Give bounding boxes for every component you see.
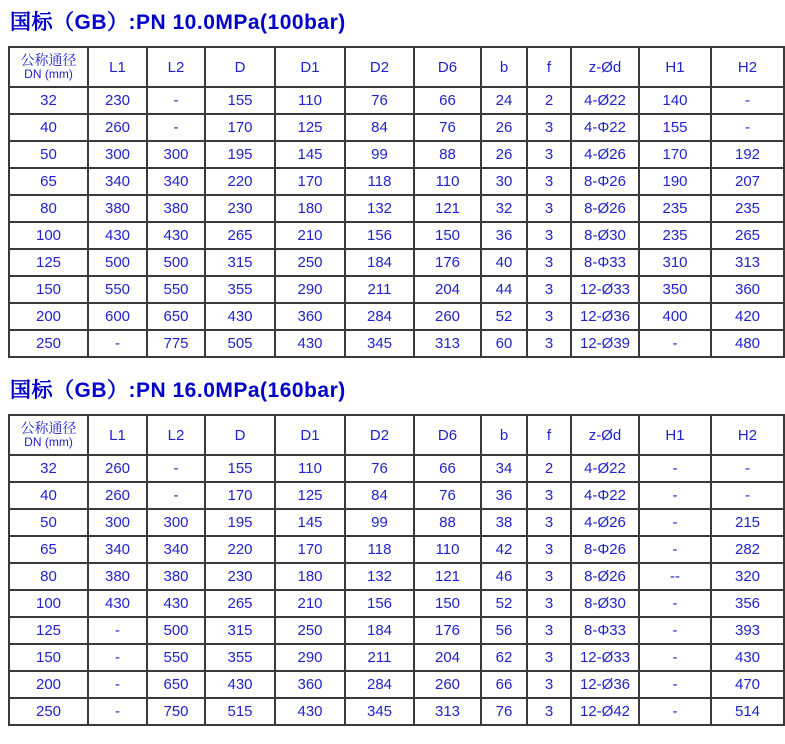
value-cell: 355 [205, 276, 275, 303]
value-cell: - [147, 114, 205, 141]
value-cell: 184 [345, 249, 414, 276]
value-cell: 265 [205, 222, 275, 249]
value-cell: 211 [345, 644, 414, 671]
value-cell: 26 [481, 114, 527, 141]
dn-cell: 32 [9, 87, 88, 114]
value-cell: 313 [414, 698, 481, 725]
dn-header-cell [9, 47, 88, 87]
dn-header-chinese: 公称通径 [20, 420, 77, 437]
value-cell: 66 [414, 87, 481, 114]
value-cell: 430 [205, 671, 275, 698]
table-row [9, 617, 784, 644]
value-cell: 290 [275, 644, 345, 671]
value-cell: 170 [275, 536, 345, 563]
value-cell: - [88, 617, 147, 644]
value-cell: 345 [345, 330, 414, 357]
value-cell: 430 [205, 303, 275, 330]
dn-header-chinese: 公称通径 [20, 52, 77, 69]
value-cell: 230 [88, 87, 147, 114]
value-cell: 155 [205, 455, 275, 482]
header-row [9, 47, 784, 87]
value-cell: 380 [147, 563, 205, 590]
dn-cell: 150 [9, 644, 88, 671]
value-cell: - [711, 455, 784, 482]
value-cell: 215 [711, 509, 784, 536]
value-cell: 430 [88, 590, 147, 617]
value-cell: 118 [345, 168, 414, 195]
value-cell: -- [639, 563, 711, 590]
value-cell: 360 [711, 276, 784, 303]
pn10-table [8, 46, 785, 358]
value-cell: 150 [414, 590, 481, 617]
value-cell: 52 [481, 590, 527, 617]
value-cell: 32 [481, 195, 527, 222]
table-row [9, 330, 784, 357]
value-cell: 99 [345, 141, 414, 168]
column-header: D [205, 415, 275, 455]
value-cell: 775 [147, 330, 205, 357]
value-cell: 8-Φ33 [571, 249, 639, 276]
dn-cell: 100 [9, 222, 88, 249]
value-cell: 600 [88, 303, 147, 330]
value-cell: 320 [711, 563, 784, 590]
value-cell: 300 [88, 141, 147, 168]
table-row [9, 222, 784, 249]
value-cell: - [639, 617, 711, 644]
value-cell: 3 [527, 644, 571, 671]
pn10-table-body [9, 87, 784, 357]
value-cell: 430 [147, 590, 205, 617]
value-cell: 350 [639, 276, 711, 303]
value-cell: 125 [275, 114, 345, 141]
value-cell: 125 [275, 482, 345, 509]
value-cell: - [639, 698, 711, 725]
value-cell: 340 [147, 168, 205, 195]
table-row [9, 698, 784, 725]
value-cell: 400 [639, 303, 711, 330]
table-row [9, 276, 784, 303]
value-cell: 192 [711, 141, 784, 168]
column-header: D1 [275, 415, 345, 455]
table-row [9, 644, 784, 671]
column-header: z-Ød [571, 415, 639, 455]
value-cell: - [639, 590, 711, 617]
dn-cell: 80 [9, 195, 88, 222]
dn-cell: 200 [9, 671, 88, 698]
table-row [9, 455, 784, 482]
value-cell: 250 [275, 249, 345, 276]
column-header: L1 [88, 415, 147, 455]
value-cell: 145 [275, 141, 345, 168]
table-row [9, 563, 784, 590]
value-cell: 99 [345, 509, 414, 536]
value-cell: 235 [711, 195, 784, 222]
value-cell: 3 [527, 303, 571, 330]
value-cell: 118 [345, 536, 414, 563]
dn-cell: 32 [9, 455, 88, 482]
value-cell: - [639, 536, 711, 563]
value-cell: 204 [414, 276, 481, 303]
column-header: D2 [345, 47, 414, 87]
table-row [9, 114, 784, 141]
value-cell: - [639, 330, 711, 357]
value-cell: 3 [527, 590, 571, 617]
value-cell: 380 [88, 195, 147, 222]
value-cell: 250 [275, 617, 345, 644]
value-cell: - [88, 330, 147, 357]
value-cell: 195 [205, 141, 275, 168]
value-cell: 750 [147, 698, 205, 725]
value-cell: 230 [205, 195, 275, 222]
value-cell: 220 [205, 168, 275, 195]
value-cell: 355 [205, 644, 275, 671]
value-cell: 235 [639, 195, 711, 222]
value-cell: 8-Φ26 [571, 536, 639, 563]
value-cell: 430 [275, 330, 345, 357]
value-cell: - [639, 644, 711, 671]
value-cell: 180 [275, 563, 345, 590]
value-cell: 4-Φ22 [571, 114, 639, 141]
value-cell: 282 [711, 536, 784, 563]
value-cell: 3 [527, 563, 571, 590]
dn-cell: 50 [9, 509, 88, 536]
dn-cell: 80 [9, 563, 88, 590]
value-cell: 500 [88, 249, 147, 276]
value-cell: 260 [88, 482, 147, 509]
value-cell: 38 [481, 509, 527, 536]
value-cell: 176 [414, 617, 481, 644]
value-cell: 3 [527, 482, 571, 509]
column-header: L2 [147, 415, 205, 455]
value-cell: 300 [147, 509, 205, 536]
value-cell: - [147, 455, 205, 482]
value-cell: 8-Φ26 [571, 168, 639, 195]
value-cell: - [147, 87, 205, 114]
value-cell: 110 [275, 455, 345, 482]
value-cell: 2 [527, 87, 571, 114]
value-cell: 76 [481, 698, 527, 725]
value-cell: 110 [275, 87, 345, 114]
value-cell: 650 [147, 671, 205, 698]
value-cell: 3 [527, 276, 571, 303]
value-cell: 4-Φ22 [571, 482, 639, 509]
value-cell: 265 [205, 590, 275, 617]
value-cell: - [147, 482, 205, 509]
column-header: z-Ød [571, 47, 639, 87]
value-cell: 4-Ø22 [571, 455, 639, 482]
value-cell: 230 [205, 563, 275, 590]
value-cell: 156 [345, 590, 414, 617]
dn-cell: 65 [9, 536, 88, 563]
header-row [9, 415, 784, 455]
value-cell: 12-Ø33 [571, 644, 639, 671]
value-cell: 3 [527, 222, 571, 249]
value-cell: 470 [711, 671, 784, 698]
value-cell: 313 [711, 249, 784, 276]
value-cell: 515 [205, 698, 275, 725]
value-cell: 3 [527, 536, 571, 563]
value-cell: 76 [345, 87, 414, 114]
value-cell: 170 [275, 168, 345, 195]
value-cell: 8-Ø30 [571, 590, 639, 617]
pn16-title: 国标（GB）:PN 16.0MPa(160bar) [10, 379, 346, 402]
dn-cell: 40 [9, 482, 88, 509]
value-cell: 30 [481, 168, 527, 195]
value-cell: 300 [88, 509, 147, 536]
column-header: L2 [147, 47, 205, 87]
value-cell: 3 [527, 509, 571, 536]
value-cell: 284 [345, 303, 414, 330]
value-cell: 220 [205, 536, 275, 563]
column-header: D2 [345, 415, 414, 455]
value-cell: 66 [414, 455, 481, 482]
value-cell: 430 [147, 222, 205, 249]
table-row [9, 303, 784, 330]
dn-cell: 125 [9, 617, 88, 644]
pn10-title: 国标（GB）:PN 10.0MPa(100bar) [10, 11, 346, 34]
dn-cell: 100 [9, 590, 88, 617]
column-header: H1 [639, 415, 711, 455]
value-cell: 76 [345, 455, 414, 482]
value-cell: 44 [481, 276, 527, 303]
value-cell: 3 [527, 671, 571, 698]
table-row [9, 249, 784, 276]
table-row [9, 168, 784, 195]
value-cell: 500 [147, 617, 205, 644]
value-cell: 500 [147, 249, 205, 276]
value-cell: 110 [414, 168, 481, 195]
value-cell: 430 [88, 222, 147, 249]
column-header: f [527, 47, 571, 87]
value-cell: 3 [527, 330, 571, 357]
value-cell: 505 [205, 330, 275, 357]
dn-cell: 65 [9, 168, 88, 195]
value-cell: 190 [639, 168, 711, 195]
dn-cell: 125 [9, 249, 88, 276]
value-cell: - [711, 114, 784, 141]
value-cell: 84 [345, 114, 414, 141]
value-cell: 176 [414, 249, 481, 276]
value-cell: 150 [414, 222, 481, 249]
value-cell: 195 [205, 509, 275, 536]
table-row [9, 195, 784, 222]
value-cell: 340 [147, 536, 205, 563]
column-header: D6 [414, 47, 481, 87]
value-cell: 393 [711, 617, 784, 644]
column-header: H2 [711, 415, 784, 455]
value-cell: - [88, 671, 147, 698]
value-cell: 260 [88, 455, 147, 482]
value-cell: 8-Ø30 [571, 222, 639, 249]
value-cell: 356 [711, 590, 784, 617]
value-cell: 140 [639, 87, 711, 114]
value-cell: 8-Φ33 [571, 617, 639, 644]
column-header: b [481, 47, 527, 87]
value-cell: 204 [414, 644, 481, 671]
dn-header-unit: DN (mm) [24, 67, 73, 82]
value-cell: 34 [481, 455, 527, 482]
value-cell: 260 [414, 671, 481, 698]
value-cell: 88 [414, 141, 481, 168]
pn16-section [0, 374, 785, 726]
dn-header-unit: DN (mm) [24, 435, 73, 450]
value-cell: 345 [345, 698, 414, 725]
value-cell: 284 [345, 671, 414, 698]
table-row [9, 509, 784, 536]
pn16-table-body [9, 455, 784, 725]
value-cell: 40 [481, 249, 527, 276]
dn-cell: 200 [9, 303, 88, 330]
value-cell: 12-Ø42 [571, 698, 639, 725]
table-row [9, 536, 784, 563]
column-header: D6 [414, 415, 481, 455]
dn-cell: 250 [9, 698, 88, 725]
dn-cell: 150 [9, 276, 88, 303]
value-cell: 300 [147, 141, 205, 168]
table-row [9, 590, 784, 617]
value-cell: 170 [205, 482, 275, 509]
value-cell: 88 [414, 509, 481, 536]
column-header: D [205, 47, 275, 87]
value-cell: - [88, 698, 147, 725]
value-cell: - [639, 455, 711, 482]
value-cell: 207 [711, 168, 784, 195]
column-header: f [527, 415, 571, 455]
value-cell: 3 [527, 698, 571, 725]
table-row [9, 482, 784, 509]
value-cell: 3 [527, 249, 571, 276]
value-cell: 36 [481, 222, 527, 249]
value-cell: 514 [711, 698, 784, 725]
value-cell: 480 [711, 330, 784, 357]
value-cell: 62 [481, 644, 527, 671]
value-cell: 121 [414, 195, 481, 222]
value-cell: 36 [481, 482, 527, 509]
value-cell: 12-Ø33 [571, 276, 639, 303]
value-cell: 132 [345, 563, 414, 590]
value-cell: - [639, 482, 711, 509]
value-cell: 260 [88, 114, 147, 141]
value-cell: 313 [414, 330, 481, 357]
value-cell: 84 [345, 482, 414, 509]
value-cell: - [639, 509, 711, 536]
column-header: D1 [275, 47, 345, 87]
dn-header-cell [9, 415, 88, 455]
dn-cell: 250 [9, 330, 88, 357]
value-cell: 360 [275, 303, 345, 330]
value-cell: 3 [527, 168, 571, 195]
value-cell: 420 [711, 303, 784, 330]
value-cell: 12-Ø36 [571, 671, 639, 698]
value-cell: 76 [414, 114, 481, 141]
value-cell: 550 [88, 276, 147, 303]
value-cell: 155 [205, 87, 275, 114]
value-cell: 110 [414, 536, 481, 563]
value-cell: 76 [414, 482, 481, 509]
value-cell: - [88, 644, 147, 671]
value-cell: 52 [481, 303, 527, 330]
value-cell: 8-Ø26 [571, 195, 639, 222]
value-cell: 4-Ø26 [571, 141, 639, 168]
value-cell: 26 [481, 141, 527, 168]
value-cell: 380 [147, 195, 205, 222]
value-cell: 170 [205, 114, 275, 141]
column-header: H1 [639, 47, 711, 87]
value-cell: 132 [345, 195, 414, 222]
value-cell: 3 [527, 617, 571, 644]
value-cell: 211 [345, 276, 414, 303]
value-cell: - [711, 87, 784, 114]
value-cell: 550 [147, 644, 205, 671]
value-cell: 3 [527, 141, 571, 168]
value-cell: 340 [88, 536, 147, 563]
column-header: H2 [711, 47, 784, 87]
value-cell: 184 [345, 617, 414, 644]
table-row [9, 141, 784, 168]
value-cell: 156 [345, 222, 414, 249]
value-cell: 66 [481, 671, 527, 698]
value-cell: 24 [481, 87, 527, 114]
value-cell: 210 [275, 222, 345, 249]
value-cell: - [711, 482, 784, 509]
dn-cell: 50 [9, 141, 88, 168]
value-cell: 360 [275, 671, 345, 698]
value-cell: 235 [639, 222, 711, 249]
value-cell: 210 [275, 590, 345, 617]
value-cell: 4-Ø22 [571, 87, 639, 114]
value-cell: 145 [275, 509, 345, 536]
value-cell: - [639, 671, 711, 698]
column-header: b [481, 415, 527, 455]
value-cell: 170 [639, 141, 711, 168]
table-row [9, 87, 784, 114]
value-cell: 260 [414, 303, 481, 330]
value-cell: 56 [481, 617, 527, 644]
value-cell: 340 [88, 168, 147, 195]
value-cell: 121 [414, 563, 481, 590]
value-cell: 2 [527, 455, 571, 482]
value-cell: 46 [481, 563, 527, 590]
value-cell: 8-Ø26 [571, 563, 639, 590]
value-cell: 12-Ø39 [571, 330, 639, 357]
pn10-section [0, 6, 785, 358]
value-cell: 12-Ø36 [571, 303, 639, 330]
value-cell: 42 [481, 536, 527, 563]
pn16-table [8, 414, 785, 726]
value-cell: 155 [639, 114, 711, 141]
value-cell: 4-Ø26 [571, 509, 639, 536]
value-cell: 430 [711, 644, 784, 671]
column-header: L1 [88, 47, 147, 87]
value-cell: 60 [481, 330, 527, 357]
value-cell: 3 [527, 114, 571, 141]
value-cell: 550 [147, 276, 205, 303]
value-cell: 380 [88, 563, 147, 590]
dn-cell: 40 [9, 114, 88, 141]
value-cell: 650 [147, 303, 205, 330]
value-cell: 315 [205, 249, 275, 276]
value-cell: 290 [275, 276, 345, 303]
value-cell: 310 [639, 249, 711, 276]
table-row [9, 671, 784, 698]
value-cell: 315 [205, 617, 275, 644]
value-cell: 265 [711, 222, 784, 249]
value-cell: 430 [275, 698, 345, 725]
value-cell: 180 [275, 195, 345, 222]
value-cell: 3 [527, 195, 571, 222]
